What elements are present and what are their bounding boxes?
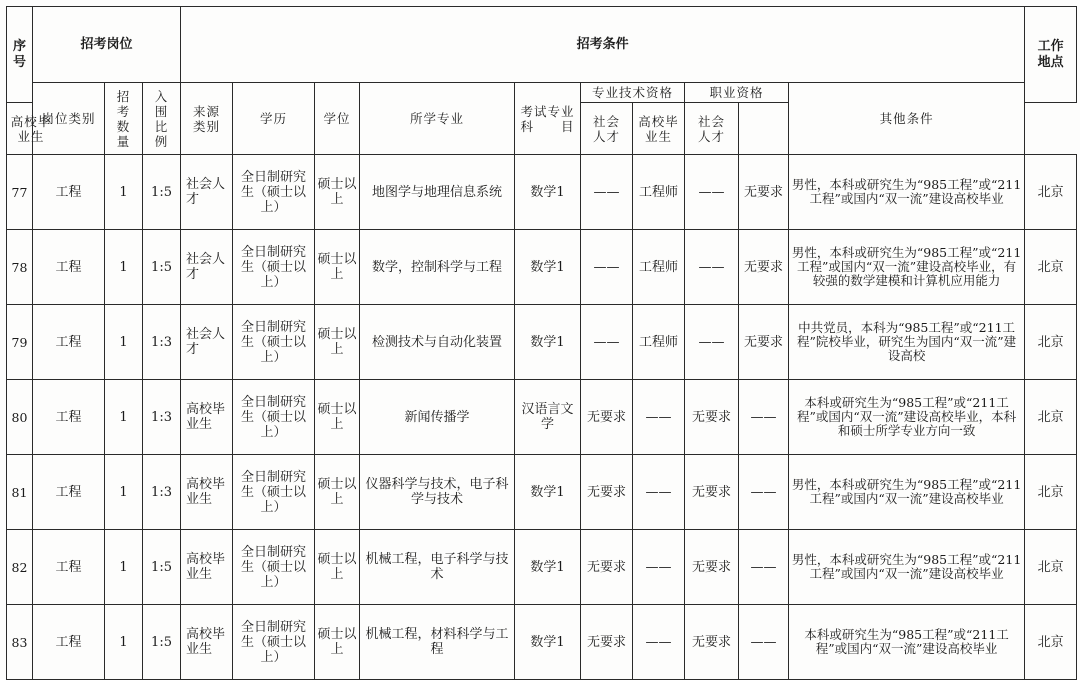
cell-major: 数学，控制科学与工程 xyxy=(360,230,515,305)
cell-other: 男性，本科或研究生为“985工程”或“211工程”或国内“双一流”建设高校毕业 xyxy=(789,530,1025,605)
cell-job-grad: 无要求 xyxy=(685,455,739,530)
cell-job-social: —— xyxy=(739,530,789,605)
cell-tech-social: —— xyxy=(633,455,685,530)
cell-tech-social: 工程师 xyxy=(633,305,685,380)
cell-source: 高校毕业生 xyxy=(181,605,233,680)
cell-education: 全日制研究生（硕士以上） xyxy=(233,605,315,680)
cell-other: 男性，本科或研究生为“985工程”或“211工程”或国内“双一流”建设高校毕业 xyxy=(789,155,1025,230)
cell-education: 全日制研究生（硕士以上） xyxy=(233,305,315,380)
cell-tech-social: 工程师 xyxy=(633,155,685,230)
cell-other: 男性，本科或研究生为“985工程”或“211工程”或国内“双一流”建设高校毕业，有较强的数学建模和计算机应用能力 xyxy=(789,230,1025,305)
cell-category: 工程 xyxy=(33,230,105,305)
cell-location: 北京 xyxy=(1025,605,1077,680)
header-row-1 xyxy=(7,7,1077,83)
col-major-header: 所学专业 xyxy=(360,83,515,155)
cell-job-social: —— xyxy=(739,380,789,455)
table-row xyxy=(7,155,1077,230)
col-location-header: 工作地点 xyxy=(1025,7,1077,103)
cell-source: 高校毕业生 xyxy=(181,455,233,530)
cell-seq: 82 xyxy=(7,530,33,605)
cell-exam-subject: 数学1 xyxy=(515,455,581,530)
cell-education: 全日制研究生（硕士以上） xyxy=(233,380,315,455)
cell-other: 本科或研究生为“985工程”或“211工程”或国内“双一流”建设高校毕业，本科和硕士所学专业方向一致 xyxy=(789,380,1025,455)
cell-job-social: —— xyxy=(739,605,789,680)
header-row-2a xyxy=(7,83,1077,103)
col-quota-header: 招考数量 xyxy=(105,83,143,155)
cell-exam-subject: 数学1 xyxy=(515,530,581,605)
cell-other: 中共党员，本科为“985工程”或“211工程”院校毕业，研究生为国内“双一流”建设高校 xyxy=(789,305,1025,380)
cell-degree: 硕士以上 xyxy=(315,530,360,605)
cell-quota: 1 xyxy=(105,605,143,680)
cell-category: 工程 xyxy=(33,605,105,680)
cell-exam-subject: 汉语言文学 xyxy=(515,380,581,455)
cell-education: 全日制研究生（硕士以上） xyxy=(233,155,315,230)
table-row xyxy=(7,305,1077,380)
cell-quota: 1 xyxy=(105,530,143,605)
cell-degree: 硕士以上 xyxy=(315,380,360,455)
col-other-header: 其他条件 xyxy=(789,83,1025,155)
cell-major: 机械工程，电子科学与技术 xyxy=(360,530,515,605)
cell-major: 地图学与地理信息系统 xyxy=(360,155,515,230)
group-position-header: 招考岗位 xyxy=(33,7,181,83)
cell-ratio: 1:3 xyxy=(143,305,181,380)
col-job-grad-header: 高校毕业生 xyxy=(633,103,685,155)
cell-location: 北京 xyxy=(1025,230,1077,305)
cell-major: 仪器科学与技术，电子科学与技术 xyxy=(360,455,515,530)
col-exam-subject-header: 考试专业科 目 xyxy=(515,83,581,155)
cell-degree: 硕士以上 xyxy=(315,305,360,380)
cell-tech-grad: 无要求 xyxy=(581,380,633,455)
cell-seq: 77 xyxy=(7,155,33,230)
cell-major: 检测技术与自动化装置 xyxy=(360,305,515,380)
cell-education: 全日制研究生（硕士以上） xyxy=(233,530,315,605)
cell-category: 工程 xyxy=(33,455,105,530)
cell-location: 北京 xyxy=(1025,455,1077,530)
cell-ratio: 1:5 xyxy=(143,155,181,230)
cell-source: 高校毕业生 xyxy=(181,530,233,605)
cell-ratio: 1:5 xyxy=(143,230,181,305)
cell-job-grad: —— xyxy=(685,230,739,305)
cell-exam-subject: 数学1 xyxy=(515,230,581,305)
cell-category: 工程 xyxy=(33,380,105,455)
cell-job-grad: —— xyxy=(685,155,739,230)
cell-quota: 1 xyxy=(105,380,143,455)
col-category-header: 岗位类别 xyxy=(33,83,105,155)
cell-degree: 硕士以上 xyxy=(315,230,360,305)
cell-major: 机械工程，材料科学与工程 xyxy=(360,605,515,680)
cell-category: 工程 xyxy=(33,155,105,230)
col-job-social-header: 社会人才 xyxy=(685,103,739,155)
table-row xyxy=(7,455,1077,530)
cell-job-grad: —— xyxy=(685,305,739,380)
col-ratio-header: 入围比例 xyxy=(143,83,181,155)
col-education-header: 学历 xyxy=(233,83,315,155)
col-tech-grad-header: 高校毕业生 xyxy=(7,103,33,155)
cell-tech-grad: 无要求 xyxy=(581,605,633,680)
group-conditions-header: 招考条件 xyxy=(181,7,1025,83)
cell-exam-subject: 数学1 xyxy=(515,155,581,230)
col-source-header: 来源类别 xyxy=(181,83,233,155)
cell-other: 本科或研究生为“985工程”或“211工程”或国内“双一流”建设高校毕业 xyxy=(789,605,1025,680)
cell-ratio: 1:3 xyxy=(143,380,181,455)
table-row xyxy=(7,380,1077,455)
cell-ratio: 1:5 xyxy=(143,605,181,680)
cell-job-grad: 无要求 xyxy=(685,530,739,605)
cell-seq: 83 xyxy=(7,605,33,680)
cell-ratio: 1:5 xyxy=(143,530,181,605)
cell-seq: 79 xyxy=(7,305,33,380)
cell-ratio: 1:3 xyxy=(143,455,181,530)
cell-exam-subject: 数学1 xyxy=(515,605,581,680)
cell-tech-social: —— xyxy=(633,380,685,455)
cell-job-social: —— xyxy=(739,455,789,530)
cell-other: 男性，本科或研究生为“985工程”或“211工程”或国内“双一流”建设高校毕业 xyxy=(789,455,1025,530)
cell-tech-grad: —— xyxy=(581,305,633,380)
col-tech-social-header: 社会人才 xyxy=(581,103,633,155)
cell-seq: 78 xyxy=(7,230,33,305)
table-row xyxy=(7,530,1077,605)
cell-job-social: 无要求 xyxy=(739,155,789,230)
table-row xyxy=(7,605,1077,680)
cell-quota: 1 xyxy=(105,230,143,305)
cell-source: 社会人才 xyxy=(181,155,233,230)
cell-location: 北京 xyxy=(1025,155,1077,230)
cell-source: 社会人才 xyxy=(181,230,233,305)
cell-category: 工程 xyxy=(33,530,105,605)
cell-tech-social: —— xyxy=(633,530,685,605)
cell-seq: 81 xyxy=(7,455,33,530)
cell-seq: 80 xyxy=(7,380,33,455)
cell-tech-grad: —— xyxy=(581,155,633,230)
cell-job-social: 无要求 xyxy=(739,230,789,305)
group-tech-qual-header: 专业技术资格 xyxy=(581,83,685,103)
cell-job-social: 无要求 xyxy=(739,305,789,380)
recruitment-table xyxy=(6,6,1077,680)
cell-degree: 硕士以上 xyxy=(315,455,360,530)
cell-degree: 硕士以上 xyxy=(315,605,360,680)
cell-tech-social: —— xyxy=(633,605,685,680)
cell-exam-subject: 数学1 xyxy=(515,305,581,380)
cell-tech-grad: —— xyxy=(581,230,633,305)
cell-location: 北京 xyxy=(1025,530,1077,605)
cell-quota: 1 xyxy=(105,305,143,380)
cell-tech-grad: 无要求 xyxy=(581,530,633,605)
cell-education: 全日制研究生（硕士以上） xyxy=(233,455,315,530)
cell-degree: 硕士以上 xyxy=(315,155,360,230)
cell-education: 全日制研究生（硕士以上） xyxy=(233,230,315,305)
cell-job-grad: 无要求 xyxy=(685,380,739,455)
cell-job-grad: 无要求 xyxy=(685,605,739,680)
cell-location: 北京 xyxy=(1025,380,1077,455)
cell-source: 社会人才 xyxy=(181,305,233,380)
cell-quota: 1 xyxy=(105,155,143,230)
col-degree-header: 学位 xyxy=(315,83,360,155)
cell-quota: 1 xyxy=(105,455,143,530)
cell-major: 新闻传播学 xyxy=(360,380,515,455)
cell-source: 高校毕业生 xyxy=(181,380,233,455)
cell-tech-grad: 无要求 xyxy=(581,455,633,530)
group-job-qual-header: 职业资格 xyxy=(685,83,789,103)
table-row xyxy=(7,230,1077,305)
col-seq-header: 序号 xyxy=(7,7,33,103)
cell-tech-social: 工程师 xyxy=(633,230,685,305)
cell-location: 北京 xyxy=(1025,305,1077,380)
cell-category: 工程 xyxy=(33,305,105,380)
